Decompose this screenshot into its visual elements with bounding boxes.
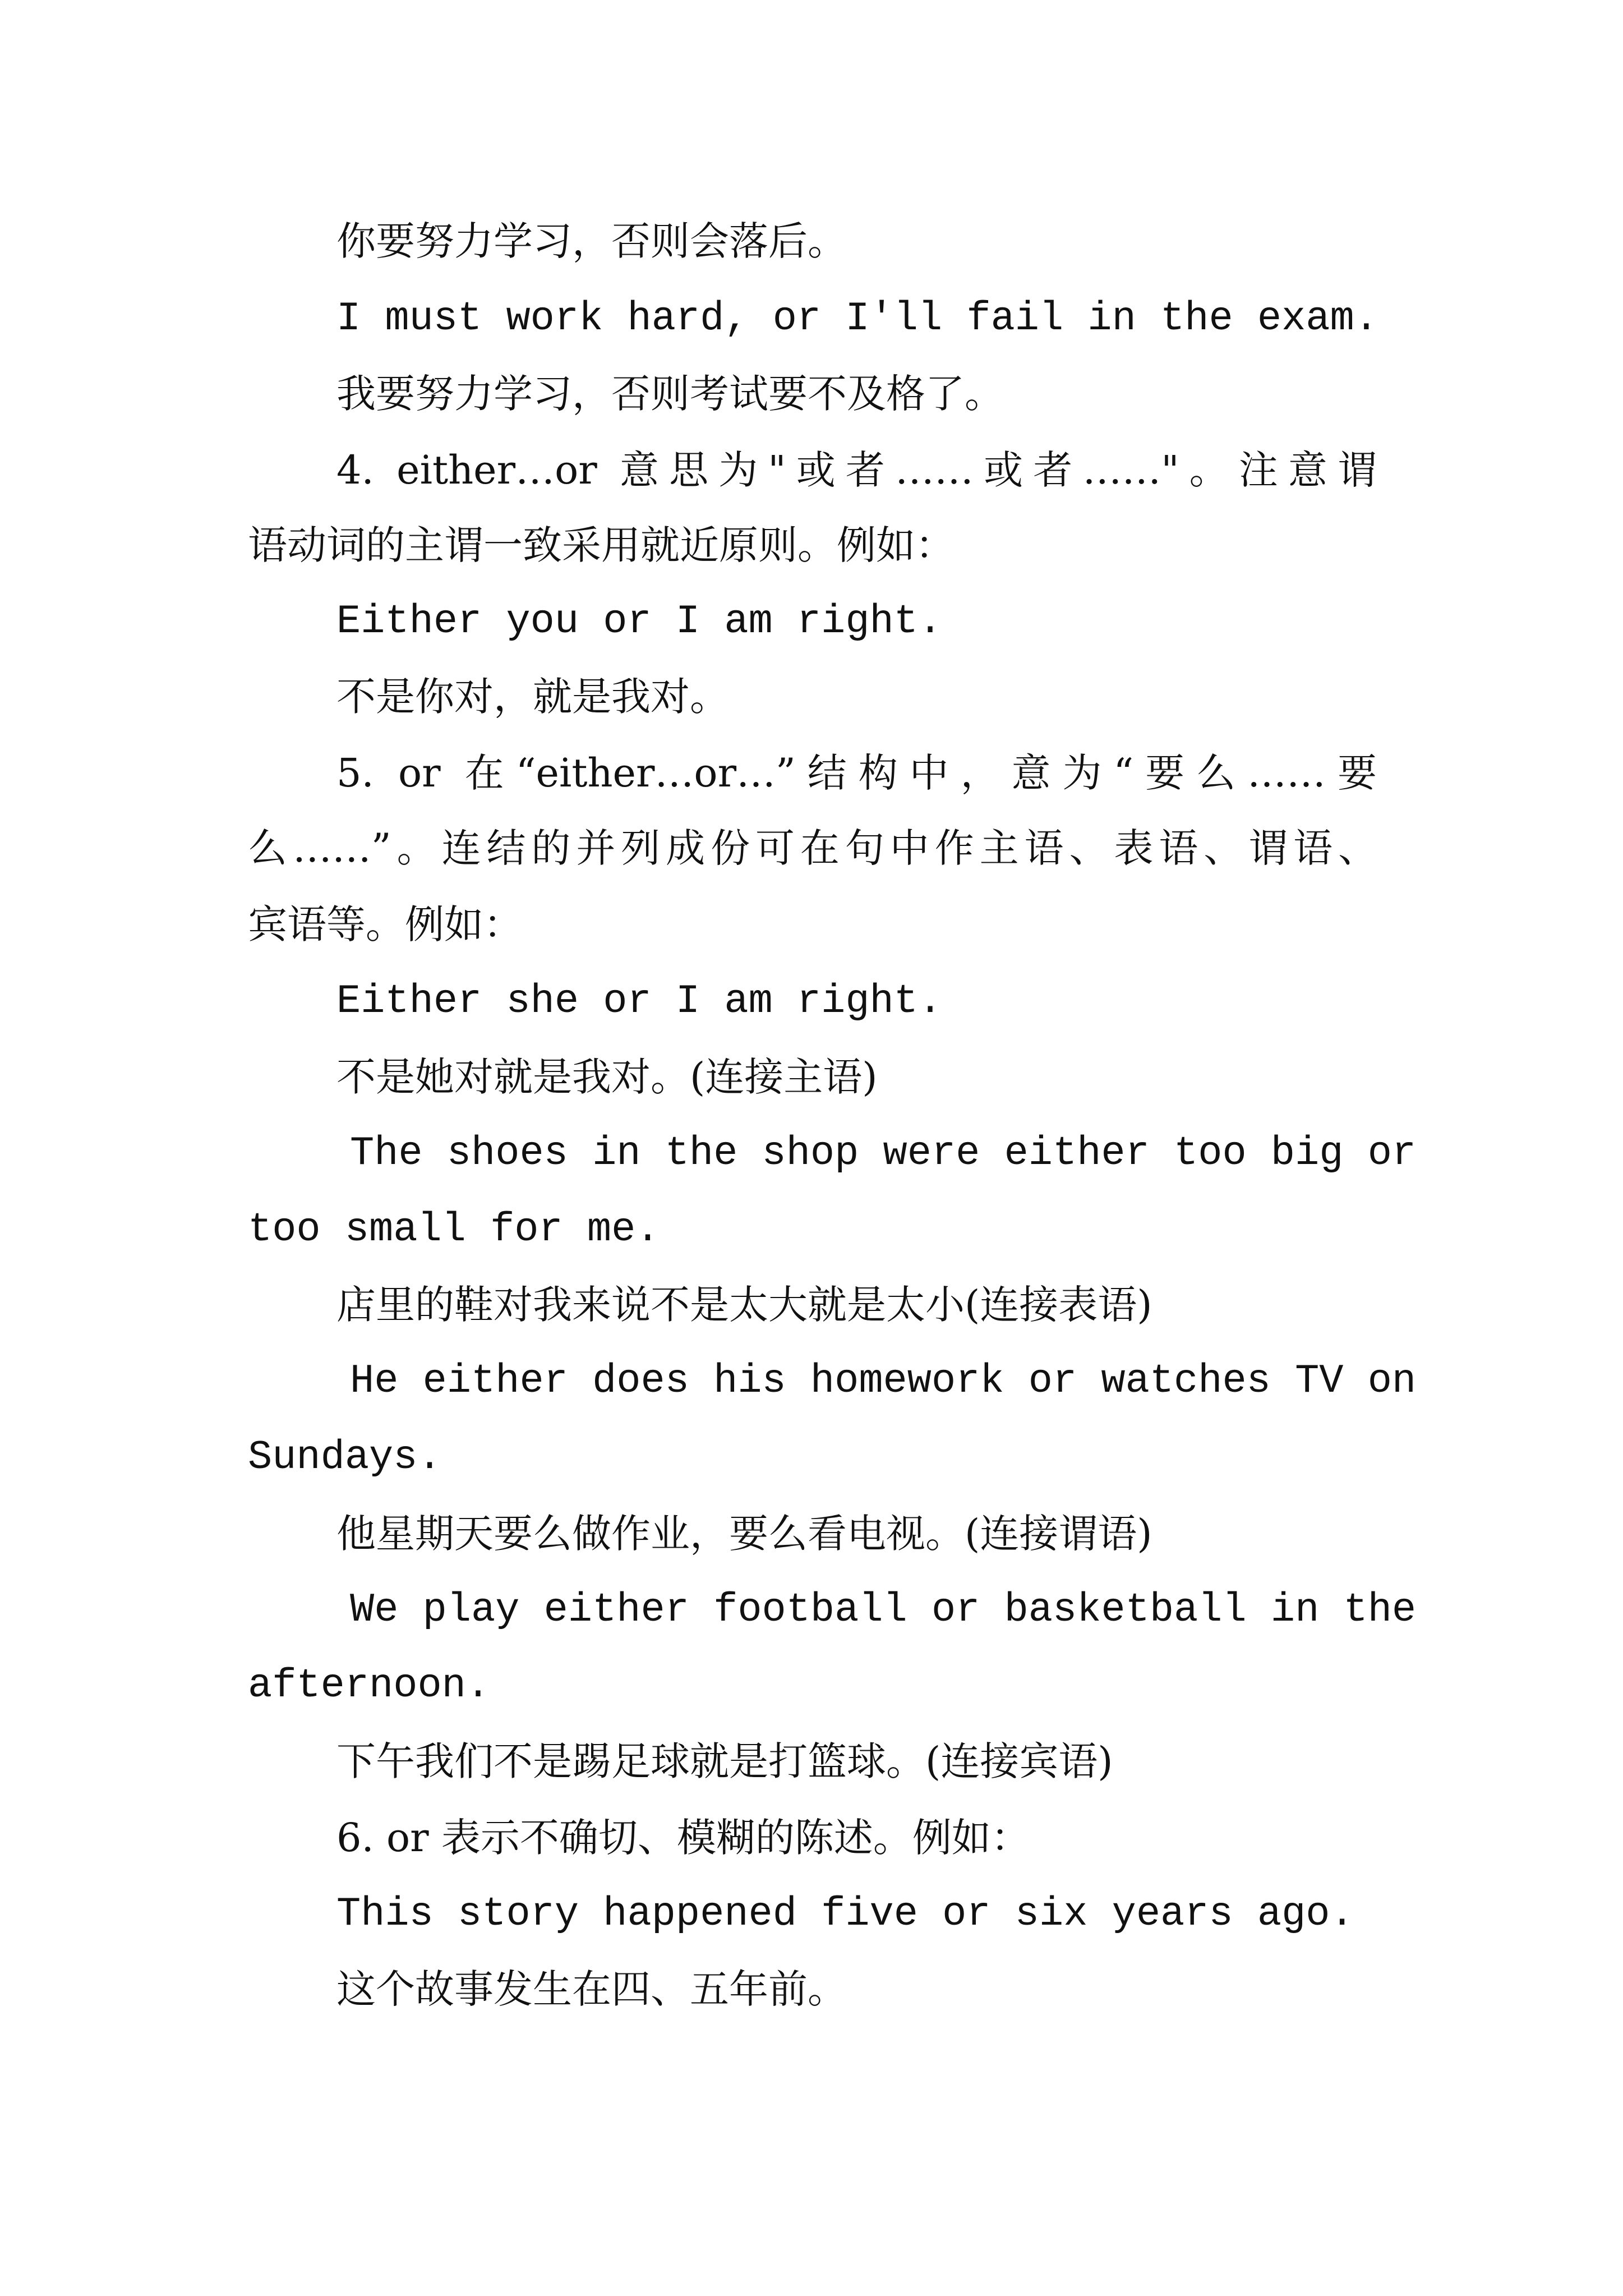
text-line: The shoes in the shop were either too big or bbox=[350, 1130, 1417, 1176]
text-line: 语动词的主谓一致采用就近原则。例如： bbox=[248, 522, 955, 568]
text-line: 么……”。连结的并列成份可在句中作主语、表语、谓语、 bbox=[248, 825, 1377, 871]
text-line: 这个故事发生在四、五年前。 bbox=[336, 1966, 847, 2012]
text-line: 不是你对，就是我对。 bbox=[336, 674, 729, 720]
text-line: 6. or 表示不确切、模糊的陈述。例如： bbox=[336, 1815, 1030, 1861]
text-line: This story happened five or six years ago. bbox=[336, 1891, 1354, 1937]
text-line: afternoon. bbox=[248, 1663, 491, 1709]
text-line: too small for me. bbox=[248, 1207, 660, 1253]
text-line: 下午我们不是踢足球就是打篮球。(连接宾语) bbox=[336, 1738, 1113, 1784]
text-line: 店里的鞋对我来说不是太大就是太小(连接表语) bbox=[336, 1282, 1152, 1328]
text-line: He either does his homework or watches TV on bbox=[350, 1358, 1417, 1404]
text-line: 你要努力学习，否则会落后。 bbox=[336, 218, 847, 264]
text-line: 不是她对就是我对。(连接主语) bbox=[336, 1054, 878, 1100]
text-line: 他星期天要么做作业，要么看电视。(连接谓语) bbox=[336, 1511, 1152, 1557]
text-line: Either she or I am right. bbox=[336, 978, 943, 1024]
text-line: 我要努力学习，否则考试要不及格了。 bbox=[336, 371, 1004, 417]
text-line: Either you or I am right. bbox=[336, 599, 943, 645]
text-line: Sundays. bbox=[248, 1434, 442, 1480]
text-line: 5. or 在“either…or…”结构中，意为“要么……要 bbox=[336, 750, 1377, 796]
text-line: I must work hard, or I'll fail in the exam. bbox=[336, 296, 1378, 342]
text-line: We play either football or basketball in the bbox=[350, 1587, 1417, 1633]
text-line: 宾语等。例如： bbox=[248, 901, 523, 947]
text-line: 4. either…or 意思为"或者……或者……"。注意谓 bbox=[336, 447, 1377, 493]
